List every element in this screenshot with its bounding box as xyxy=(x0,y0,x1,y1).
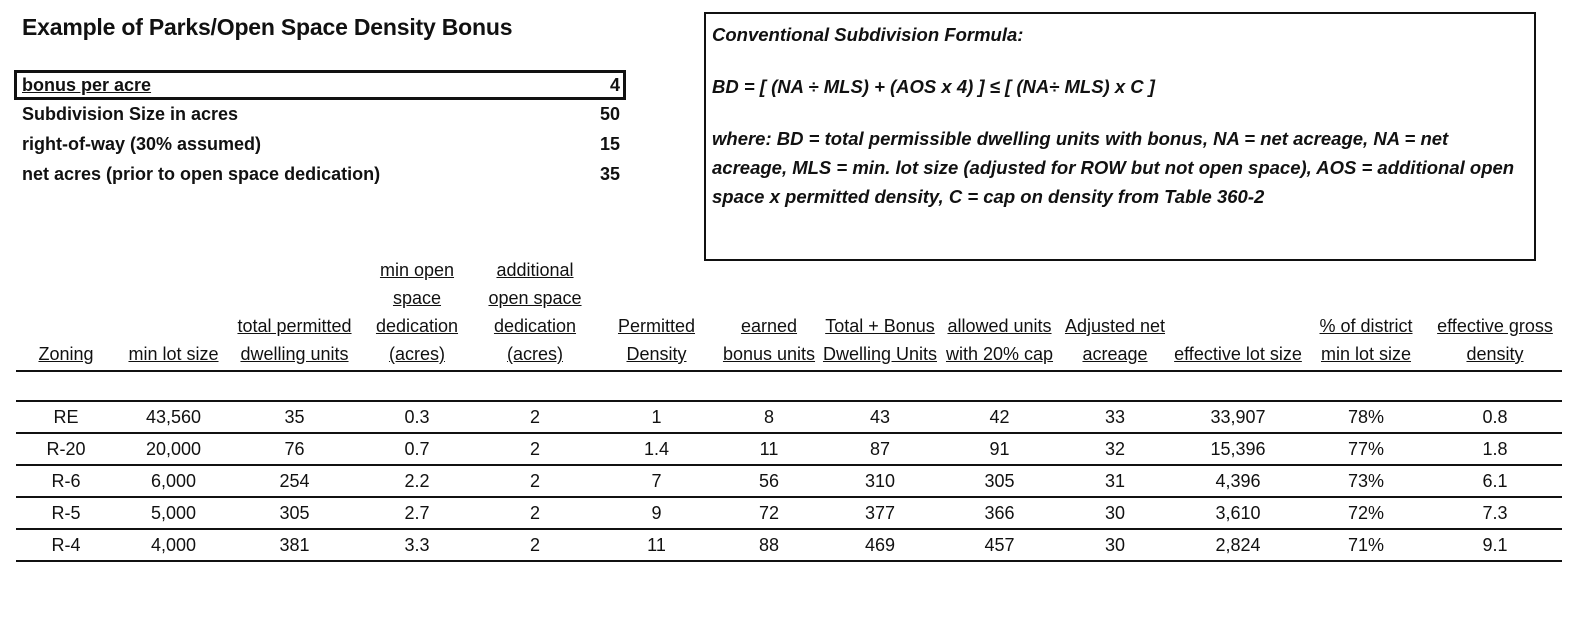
param-value: 35 xyxy=(599,164,620,184)
table-row xyxy=(16,529,1562,561)
table-cell: 305 xyxy=(231,497,358,529)
table-cell: 9.1 xyxy=(1428,529,1562,561)
table-cell: 469 xyxy=(819,529,941,561)
column-header-min-lot-size: min lot size xyxy=(116,256,231,371)
column-header-effective-lot-size: effective lot size xyxy=(1172,256,1304,371)
param-row-net-acres xyxy=(14,160,626,190)
table-cell: 310 xyxy=(819,465,941,497)
column-header-adjusted-net-acreage: Adjusted net acreage xyxy=(1058,256,1172,371)
table-cell: 35 xyxy=(231,401,358,433)
table-cell: R-4 xyxy=(16,529,116,561)
table-cell: 43,560 xyxy=(116,401,231,433)
table-cell: RE xyxy=(16,401,116,433)
table-row xyxy=(16,401,1562,433)
table-cell: 76 xyxy=(231,433,358,465)
table-cell: 32 xyxy=(1058,433,1172,465)
param-label: net acres (prior to open space dedication) xyxy=(22,164,381,184)
table-cell: 4,000 xyxy=(116,529,231,561)
table-cell: 254 xyxy=(231,465,358,497)
table-cell: 4,396 xyxy=(1172,465,1304,497)
table-cell: 5,000 xyxy=(116,497,231,529)
table-cell: 3,610 xyxy=(1172,497,1304,529)
table-cell: 56 xyxy=(719,465,819,497)
table-cell: R-20 xyxy=(16,433,116,465)
table-cell: 15,396 xyxy=(1172,433,1304,465)
table-cell: 78% xyxy=(1304,401,1428,433)
table-cell: 88 xyxy=(719,529,819,561)
table-cell: R-5 xyxy=(16,497,116,529)
formula-definitions: where: BD = total permissible dwelling units with bonus, NA = net acreage, NA = net acreage, MLS = min. lot size (adjusted for ROW but not open space), AOS = additional open space x permitted density, C = cap on density from Table 360-2 xyxy=(712,128,1515,207)
table-cell: 9 xyxy=(594,497,719,529)
column-header-min-open-space: min open space dedication (acres) xyxy=(358,256,476,371)
table-row xyxy=(16,433,1562,465)
table-spacer-row xyxy=(16,371,1562,401)
param-value: 50 xyxy=(599,104,620,124)
param-value: 15 xyxy=(599,134,620,154)
table-cell: 72 xyxy=(719,497,819,529)
column-header-earned-bonus-units: earned bonus units xyxy=(719,256,819,371)
parameters-block xyxy=(14,70,626,190)
table-cell: 73% xyxy=(1304,465,1428,497)
table-cell: 0.3 xyxy=(358,401,476,433)
table-cell: 377 xyxy=(819,497,941,529)
table-cell: R-6 xyxy=(16,465,116,497)
table-cell: 3.3 xyxy=(358,529,476,561)
table-cell: 71% xyxy=(1304,529,1428,561)
column-header-total-permitted-units: total permitted dwelling units xyxy=(231,256,358,371)
table-cell: 366 xyxy=(941,497,1058,529)
param-row-subdivision-size xyxy=(14,100,626,130)
table-cell: 2 xyxy=(476,497,594,529)
param-label: right-of-way (30% assumed) xyxy=(22,134,262,154)
table-cell: 8 xyxy=(719,401,819,433)
table-cell: 77% xyxy=(1304,433,1428,465)
table-cell: 31 xyxy=(1058,465,1172,497)
table-cell: 2 xyxy=(476,529,594,561)
param-label: Subdivision Size in acres xyxy=(22,104,239,124)
table-cell: 42 xyxy=(941,401,1058,433)
table-cell: 0.7 xyxy=(358,433,476,465)
table-cell: 0.8 xyxy=(1428,401,1562,433)
table-cell: 2.2 xyxy=(358,465,476,497)
table-cell: 6.1 xyxy=(1428,465,1562,497)
density-table xyxy=(16,256,1562,562)
table-cell: 305 xyxy=(941,465,1058,497)
column-header-additional-open-space: additional open space dedication (acres) xyxy=(476,256,594,371)
table-cell: 30 xyxy=(1058,529,1172,561)
param-row-right-of-way xyxy=(14,130,626,160)
table-cell: 87 xyxy=(819,433,941,465)
table-cell: 2,824 xyxy=(1172,529,1304,561)
column-header-allowed-units-cap: allowed units with 20% cap xyxy=(941,256,1058,371)
table-cell: 30 xyxy=(1058,497,1172,529)
table-cell: 2 xyxy=(476,465,594,497)
table-cell: 20,000 xyxy=(116,433,231,465)
table-cell: 91 xyxy=(941,433,1058,465)
table-cell: 43 xyxy=(819,401,941,433)
column-header-permitted-density: Permitted Density xyxy=(594,256,719,371)
table-cell: 11 xyxy=(594,529,719,561)
column-header-total-bonus-units: Total + Bonus Dwelling Units xyxy=(819,256,941,371)
formula-title: Conventional Subdivision Formula: xyxy=(712,24,1024,45)
table-cell: 7 xyxy=(594,465,719,497)
table-row xyxy=(16,465,1562,497)
table-cell: 2.7 xyxy=(358,497,476,529)
page-title: Example of Parks/Open Space Density Bonus xyxy=(22,14,513,40)
table-cell: 457 xyxy=(941,529,1058,561)
table-cell: 2 xyxy=(476,401,594,433)
param-row-bonus-per-acre xyxy=(14,70,626,100)
param-value: 4 xyxy=(609,75,620,95)
table-cell: 33 xyxy=(1058,401,1172,433)
table-cell: 72% xyxy=(1304,497,1428,529)
table-cell: 33,907 xyxy=(1172,401,1304,433)
table-header-row xyxy=(16,256,1562,371)
table-cell: 1.8 xyxy=(1428,433,1562,465)
table-cell: 6,000 xyxy=(116,465,231,497)
table-cell: 1 xyxy=(594,401,719,433)
param-label: bonus per acre xyxy=(22,75,152,95)
table-cell: 1.4 xyxy=(594,433,719,465)
column-header-zoning: Zoning xyxy=(16,256,116,371)
table-row xyxy=(16,497,1562,529)
table-cell: 11 xyxy=(719,433,819,465)
formula-equation: BD = [ (NA ÷ MLS) + (AOS x 4) ] ≤ [ (NA÷ MLS) x C ] xyxy=(712,76,1155,97)
table-cell: 7.3 xyxy=(1428,497,1562,529)
table-cell: 381 xyxy=(231,529,358,561)
table-cell: 2 xyxy=(476,433,594,465)
formula-box xyxy=(704,12,1536,261)
column-header-effective-gross-density: effective gross density xyxy=(1428,256,1562,371)
column-header-percent-min-lot-size: % of district min lot size xyxy=(1304,256,1428,371)
